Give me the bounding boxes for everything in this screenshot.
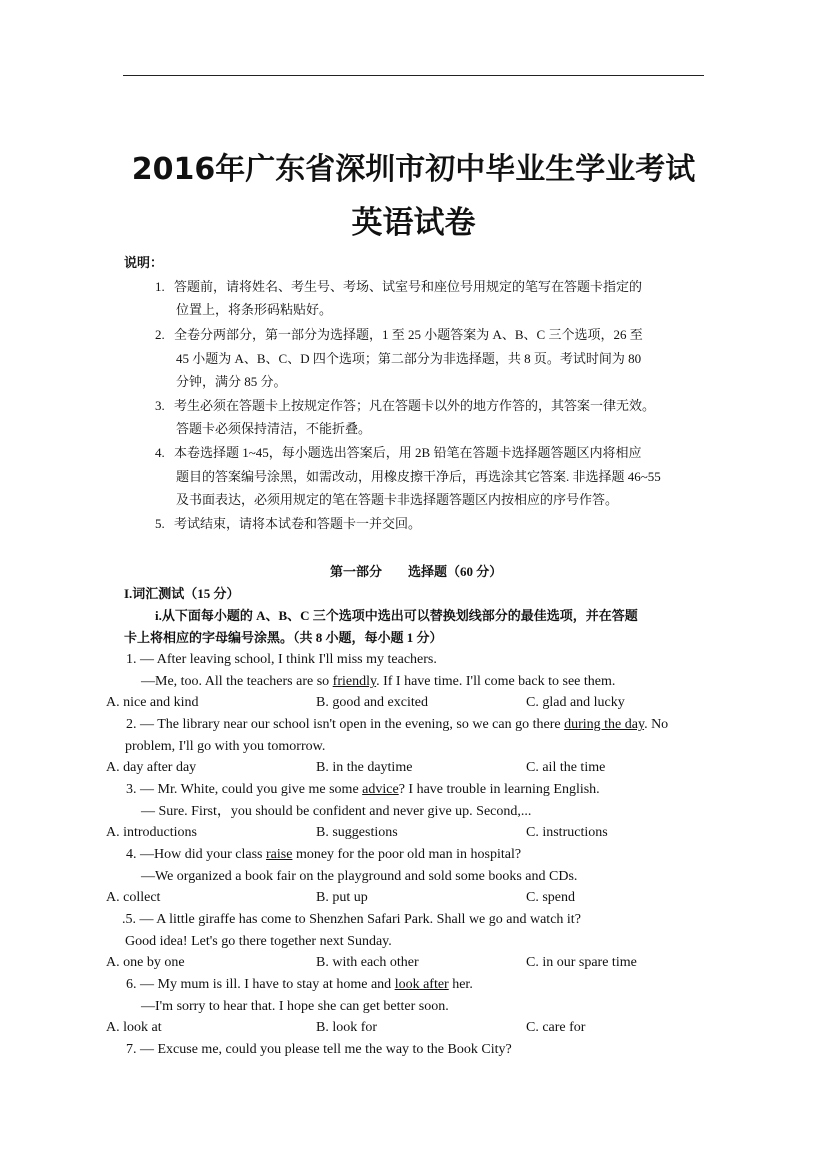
- question-6-reply: —I'm sorry to hear that. I hope she can get better soon.: [141, 999, 449, 1014]
- instruction-4-num: 4.: [155, 445, 165, 460]
- section-heading: I.词汇测试（15 分）: [124, 586, 240, 601]
- directions-line-2: 卡上将相应的字母编号涂黑。（共 8 小题，每小题 1 分）: [124, 630, 443, 645]
- question-5-reply: Good idea! Let's go there together next Sunday.: [125, 934, 392, 949]
- question-6-option-c[interactable]: C. care for: [526, 1020, 586, 1035]
- question-1-reply: —Me, too. All the teachers are so friendly. If I have time. I'll come back to see them.: [141, 674, 616, 689]
- question-3-option-c[interactable]: C. instructions: [526, 825, 608, 840]
- question-6-option-b[interactable]: B. look for: [316, 1020, 378, 1035]
- question-6-option-a[interactable]: A. look at: [106, 1020, 162, 1035]
- question-2-option-b[interactable]: B. in the daytime: [316, 760, 413, 775]
- instruction-1-line-1: 答题前，请将姓名、考生号、考场、试室号和座位号用规定的笔写在答题卡指定的: [174, 279, 643, 294]
- instruction-2-line-2: 45 小题为 A、B、C、D 四个选项；第二部分为非选择题，共 8 页。考试时间为 80: [176, 351, 642, 366]
- question-3-underlined: advice: [362, 782, 399, 797]
- instruction-1-line-2: 位置上，将条形码粘贴好。: [176, 302, 333, 317]
- question-4-reply: —We organized a book fair on the playground and sold some books and CDs.: [141, 869, 578, 884]
- instruction-4-line-3: 及书面表达，必须用规定的笔在答题卡非选择题答题区内按相应的序号作答。: [176, 492, 619, 507]
- instruction-4-line-1: 本卷选择题 1~45，每小题选出答案后，用 2B 铅笔在答题卡选择题答题区内将相应: [174, 445, 642, 460]
- question-2-option-c[interactable]: C. ail the time: [526, 760, 606, 775]
- question-2-prompt: 2. — The library near our school isn't open in the evening, so we can go there during the day. No: [126, 717, 669, 732]
- question-1-prompt: 1. — After leaving school, I think I'll miss my teachers.: [126, 652, 437, 667]
- question-4-underlined: raise: [266, 847, 293, 862]
- question-6-prompt: 6. — My mum is ill. I have to stay at home and look after her.: [126, 977, 473, 992]
- question-5-prompt: .5. — A little giraffe has come to Shenzhen Safari Park. Shall we go and watch it?: [122, 912, 581, 927]
- question-1-option-b[interactable]: B. good and excited: [316, 695, 428, 710]
- exam-title: 2016年广东省深圳市初中毕业生学业考试: [131, 152, 696, 187]
- instruction-2-line-1: 全卷分两部分，第一部分为选择题，1 至 25 小题答案为 A、B、C 三个选项，26 至: [174, 327, 643, 342]
- question-3-option-b[interactable]: B. suggestions: [316, 825, 398, 840]
- question-4-option-a[interactable]: A. collect: [106, 890, 161, 905]
- question-2-underlined: during the day: [564, 717, 645, 732]
- instruction-2-line-3: 分钟，满分 85 分。: [176, 374, 287, 389]
- question-1-option-a[interactable]: A. nice and kind: [106, 695, 199, 710]
- directions-line-1: i.从下面每小题的 A、B、C 三个选项中选出可以替换划线部分的最佳选项，并在答题: [155, 608, 638, 623]
- header-rule: [123, 75, 704, 76]
- instruction-3-line-1: 考生必须在答题卡上按规定作答；凡在答题卡以外的地方作答的，其答案一律无效。: [174, 398, 656, 413]
- instruction-1-num: 1.: [155, 279, 165, 294]
- question-2-option-a[interactable]: A. day after day: [106, 760, 197, 775]
- instruction-5-num: 5.: [155, 516, 165, 531]
- instruction-4-line-2: 题目的答案编号涂黑，如需改动，用橡皮擦干净后，再选涂其它答案. 非选择题 46~55: [176, 469, 661, 484]
- instruction-5-line-1: 考试结束，请将本试卷和答题卡一并交回。: [174, 516, 422, 531]
- instruction-3-line-2: 答题卡必须保持清洁，不能折叠。: [176, 421, 372, 436]
- question-3-prompt: 3. — Mr. White, could you give me some advice? I have trouble in learning English.: [126, 782, 600, 797]
- instructions-label: 说明：: [124, 255, 164, 270]
- question-1-underlined: friendly: [332, 674, 377, 689]
- instruction-3-num: 3.: [155, 398, 165, 413]
- question-4-option-c[interactable]: C. spend: [526, 890, 575, 905]
- question-6-underlined: look after: [394, 977, 449, 992]
- question-5-option-c[interactable]: C. in our spare time: [526, 955, 637, 970]
- question-5-option-a[interactable]: A. one by one: [106, 955, 185, 970]
- part1-heading: 第一部分 选择题（60 分）: [330, 564, 503, 579]
- question-7-prompt: 7. — Excuse me, could you please tell me the way to the Book City?: [126, 1042, 512, 1057]
- question-2-prompt-cont: problem, I'll go with you tomorrow.: [125, 739, 326, 754]
- question-5-option-b[interactable]: B. with each other: [316, 955, 419, 970]
- question-3-option-a[interactable]: A. introductions: [106, 825, 197, 840]
- instruction-2-num: 2.: [155, 327, 165, 342]
- exam-subtitle: 英语试卷: [351, 205, 476, 241]
- question-4-option-b[interactable]: B. put up: [316, 890, 368, 905]
- question-1-option-c[interactable]: C. glad and lucky: [526, 695, 625, 710]
- question-3-reply: — Sure. First，you should be confident and never give up. Second,...: [141, 804, 532, 819]
- question-4-prompt: 4. —How did your class raise money for the poor old man in hospital?: [126, 847, 522, 862]
